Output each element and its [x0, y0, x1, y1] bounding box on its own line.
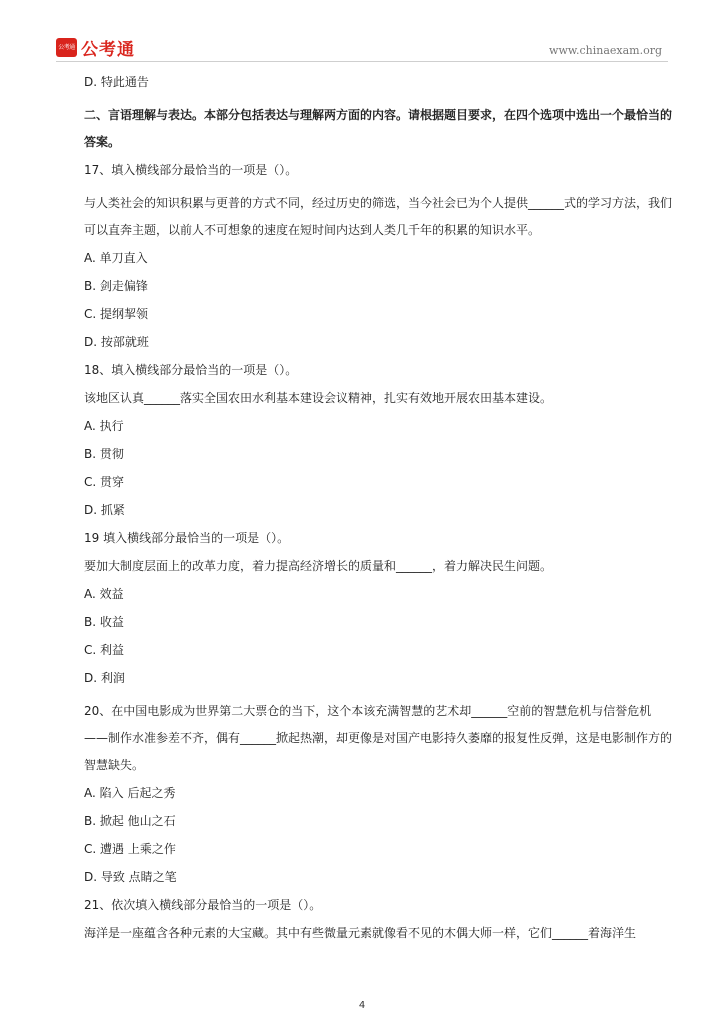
site-url: www.chinaexam.org [549, 44, 662, 57]
text-line: A. 执行 [84, 419, 124, 433]
text-line: C. 遭遇 上乘之作 [84, 842, 176, 856]
text-line: D. 抓紧 [84, 503, 125, 517]
text-line: A. 陷入 后起之秀 [84, 786, 176, 800]
text-line: D. 按部就班 [84, 335, 149, 349]
text-line: B. 贯彻 [84, 447, 124, 461]
text-line: 20、在中国电影成为世界第二大票仓的当下，这个本该充满智慧的艺术却______空前的智慧危机与信誉危机——制作水准参差不齐，偶有______掀起热潮，却更像是对国产电影持久萎靡的报复性反弹，这是电影制作方的智慧缺失。 [84, 704, 673, 772]
text-line: 17、填入横线部分最恰当的一项是（）。 [84, 163, 298, 177]
text-line: D. 利润 [84, 671, 125, 685]
text-line: C. 提纲挈领 [84, 307, 149, 321]
text-line: 要加大制度层面上的改革力度，着力提高经济增长的质量和______，着力解决民生问题。 [84, 559, 553, 573]
text-line: 18、填入横线部分最恰当的一项是（）。 [84, 363, 298, 377]
text-line: 与人类社会的知识积累与更普的方式不同，经过历史的筛选，当今社会已为个人提供______式的学习方法，我们可以直奔主题，以前人不可想象的速度在短时间内达到人类几千年的积累的知识水平。 [84, 196, 673, 237]
text-line: B. 剑走偏锋 [84, 279, 148, 293]
page-number: 4 [358, 1000, 366, 1011]
text-line: A. 单刀直入 [84, 251, 148, 265]
text-line: C. 贯穿 [84, 475, 125, 489]
page-header [0, 0, 724, 60]
logo-text: 公考通 [81, 40, 135, 60]
document-body [84, 74, 672, 953]
logo-badge-icon: 公考通 [56, 38, 77, 57]
text-line: 该地区认真______落实全国农田水利基本建设会议精神，扎实有效地开展农田基本建设。 [84, 391, 553, 405]
logo [56, 35, 135, 60]
text-line: B. 掀起 他山之石 [84, 814, 176, 828]
text-line: D. 导致 点睛之笔 [84, 870, 177, 884]
text-line: 二、言语理解与表达。本部分包括表达与理解两方面的内容。请根据题目要求，在四个选项中选出一个最恰当的答案。 [84, 108, 673, 149]
text-line: D. 特此通告 [84, 75, 149, 89]
text-line: A. 效益 [84, 587, 124, 601]
text-line: 21、依次填入横线部分最恰当的一项是（）。 [84, 898, 322, 912]
header-divider [56, 61, 668, 62]
text-line: 海洋是一座蕴含各种元素的大宝藏。其中有些微量元素就像看不见的木偶大师一样，它们______着海洋生 [84, 926, 637, 940]
text-line: C. 利益 [84, 643, 125, 657]
text-line: B. 收益 [84, 615, 124, 629]
text-line: 19 填入横线部分最恰当的一项是（）。 [84, 531, 290, 545]
